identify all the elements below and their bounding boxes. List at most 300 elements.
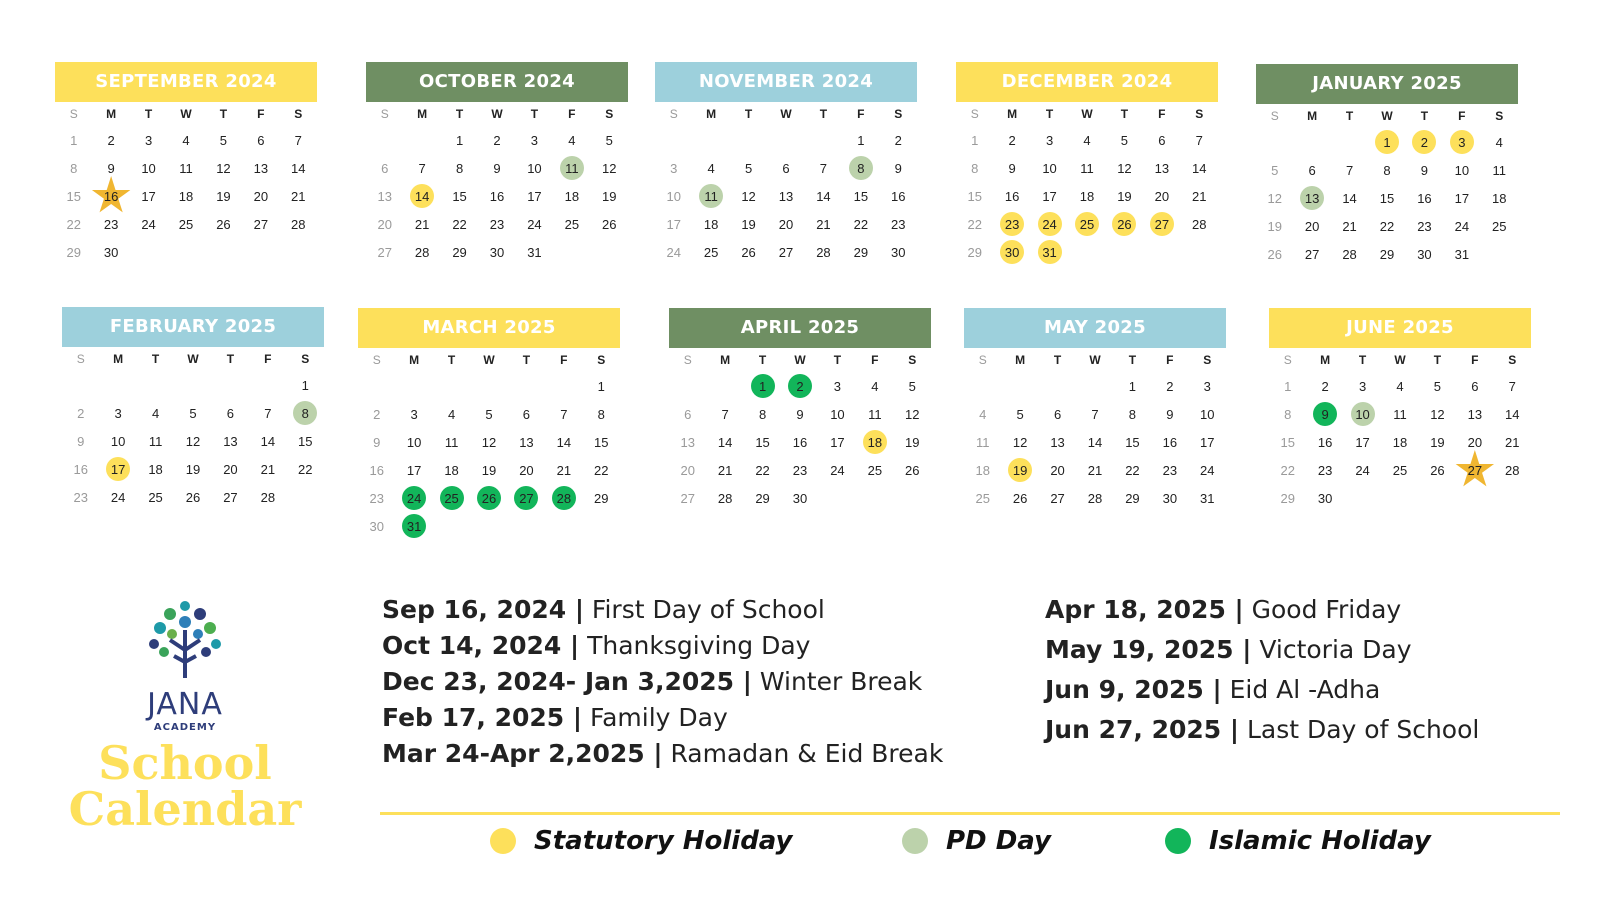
day-number: 14: [291, 160, 306, 176]
weekday-label: M: [409, 353, 420, 367]
day-number: 7: [1195, 132, 1203, 148]
weekday-label: T: [522, 353, 531, 367]
day-number: 23: [1417, 218, 1432, 234]
day-cell: [583, 428, 620, 456]
day-number: 2: [1008, 132, 1016, 148]
day-number: 5: [1120, 132, 1129, 148]
day-number: 28: [414, 244, 430, 260]
day-cell: [993, 126, 1030, 154]
day-number: 15: [452, 188, 467, 204]
month-header: FEBRUARY 2025: [62, 307, 324, 347]
day-number: 13: [1304, 190, 1320, 206]
day-number: 16: [1317, 434, 1333, 450]
day-cell: [1106, 182, 1143, 210]
legend-divider: [380, 812, 1560, 815]
day-number: 10: [141, 160, 156, 176]
day-number: 2: [1166, 378, 1174, 394]
day-number: 29: [66, 244, 81, 260]
day-cell: [781, 400, 818, 428]
day-number: 15: [298, 433, 313, 449]
day-number: 4: [447, 406, 456, 422]
day-cell: [174, 399, 211, 427]
event-date: Dec 23, 2024- Jan 3,2025 |: [382, 667, 752, 696]
day-cell: [767, 182, 804, 210]
day-cell: [99, 483, 136, 511]
day-number: 3: [144, 132, 153, 148]
day-number: 26: [602, 216, 617, 232]
weekday-label: W: [180, 107, 192, 121]
day-number: 30: [1317, 490, 1333, 506]
weekday-label: S: [978, 353, 987, 367]
title-line-2: Calendar: [68, 782, 302, 836]
day-number: 3: [1458, 134, 1466, 150]
weekday-label: S: [294, 107, 303, 121]
day-number: 10: [1454, 162, 1470, 178]
day-number: 22: [967, 216, 982, 232]
day-number: 22: [594, 462, 609, 478]
day-number: 20: [1154, 188, 1170, 204]
day-number: 22: [1280, 462, 1295, 478]
day-number: 30: [369, 518, 384, 534]
day-cell: [62, 399, 99, 427]
day-cell: [1381, 456, 1418, 484]
day-cell: [395, 428, 432, 456]
day-cell: [516, 238, 553, 266]
day-cell: [692, 182, 729, 210]
day-number: 6: [1158, 132, 1166, 148]
day-cell: [730, 238, 767, 266]
month-grid: [358, 348, 620, 540]
day-number: 19: [1117, 188, 1132, 204]
month-calendar: [55, 62, 317, 266]
day-cell: [591, 182, 628, 210]
day-number: 19: [481, 462, 497, 478]
day-number: 13: [1467, 406, 1483, 422]
day-number: 6: [522, 406, 531, 422]
month-header: MAY 2025: [964, 308, 1226, 348]
day-cell: [205, 154, 242, 182]
day-cell: [744, 456, 781, 484]
day-cell: [1481, 156, 1518, 184]
academy-logo: [130, 600, 240, 733]
day-number: 26: [481, 490, 497, 506]
legend-label: Islamic Holiday: [1209, 826, 1431, 856]
event-item: [1045, 710, 1479, 750]
day-cell: [1031, 126, 1068, 154]
day-cell: [1406, 184, 1443, 212]
day-cell: [1406, 212, 1443, 240]
day-cell: [92, 238, 129, 266]
day-number: 21: [816, 216, 831, 232]
day-cell: [819, 372, 856, 400]
day-number: 7: [294, 132, 302, 148]
day-cell: [242, 210, 279, 238]
day-cell: [1443, 184, 1480, 212]
day-cell: [242, 182, 279, 210]
weekday-label: F: [1158, 107, 1166, 121]
logo-name: JANA: [147, 687, 223, 722]
day-cell: [993, 210, 1030, 238]
day-number: 27: [680, 490, 695, 506]
day-cell: [395, 512, 432, 540]
day-number: 2: [77, 405, 85, 421]
day-number: 31: [1454, 246, 1470, 262]
day-number: 25: [1492, 218, 1507, 234]
day-cell: [99, 455, 136, 483]
day-cell: [1443, 212, 1480, 240]
day-cell: [730, 154, 767, 182]
day-cell: [1368, 128, 1405, 156]
day-number: 10: [527, 160, 542, 176]
day-cell: [591, 210, 628, 238]
day-cell: [280, 126, 317, 154]
day-number: 28: [1342, 246, 1357, 262]
day-cell: [1189, 400, 1226, 428]
day-cell: [805, 154, 842, 182]
day-number: 12: [741, 188, 756, 204]
day-number: 13: [253, 160, 269, 176]
day-cell: [1076, 400, 1113, 428]
day-cell: [730, 210, 767, 238]
day-number: 23: [103, 216, 119, 232]
event-label: First Day of School: [591, 595, 825, 624]
weekday-label: W: [1394, 353, 1406, 367]
month-calendar: [1269, 308, 1531, 512]
day-cell: [669, 428, 706, 456]
day-number: 7: [1345, 162, 1354, 178]
day-number: 24: [1454, 218, 1470, 234]
weekday-label: T: [226, 352, 235, 366]
day-cell: [167, 126, 204, 154]
day-cell: [1269, 400, 1306, 428]
weekday-label: W: [187, 352, 199, 366]
day-cell: [706, 428, 743, 456]
weekday-label: F: [257, 107, 265, 121]
day-number: 9: [373, 434, 381, 450]
day-cell: [894, 400, 931, 428]
day-cell: [249, 399, 286, 427]
event-item: [382, 628, 943, 664]
weekday-label: S: [1195, 107, 1204, 121]
day-cell: [781, 456, 818, 484]
day-cell: [1068, 210, 1105, 238]
weekday-label: F: [1166, 353, 1174, 367]
day-cell: [1406, 240, 1443, 268]
day-number: 2: [1420, 134, 1429, 150]
month-calendar: [655, 62, 917, 266]
day-cell: [706, 456, 743, 484]
day-number: 27: [1304, 246, 1320, 262]
day-number: 26: [185, 489, 201, 505]
day-number: 10: [110, 433, 126, 449]
day-number: 5: [1016, 406, 1024, 422]
day-number: 22: [1125, 462, 1140, 478]
day-cell: [1293, 212, 1330, 240]
day-number: 9: [1321, 406, 1329, 422]
day-cell: [781, 372, 818, 400]
day-cell: [287, 455, 324, 483]
day-number: 6: [1471, 378, 1479, 394]
month-header: DECEMBER 2024: [956, 62, 1218, 102]
day-number: 15: [755, 434, 770, 450]
day-cell: [1114, 456, 1151, 484]
day-cell: [1031, 238, 1068, 266]
day-number: 30: [103, 244, 119, 260]
day-number: 29: [1125, 490, 1140, 506]
day-cell: [956, 210, 993, 238]
day-cell: [964, 484, 1001, 512]
day-number: 4: [979, 406, 987, 422]
day-cell: [1481, 128, 1518, 156]
day-cell: [1181, 210, 1218, 238]
day-cell: [842, 154, 879, 182]
event-item: [382, 592, 943, 628]
day-cell: [174, 455, 211, 483]
day-number: 28: [717, 490, 733, 506]
day-number: 6: [782, 160, 790, 176]
day-cell: [1181, 154, 1218, 182]
day-number: 11: [868, 406, 882, 422]
day-cell: [1443, 240, 1480, 268]
day-cell: [433, 428, 470, 456]
day-number: 12: [216, 160, 231, 176]
day-cell: [395, 456, 432, 484]
event-label: Family Day: [589, 703, 728, 732]
day-number: 3: [833, 378, 842, 394]
day-number: 17: [406, 462, 422, 478]
day-cell: [964, 456, 1001, 484]
day-cell: [956, 238, 993, 266]
day-cell: [366, 182, 403, 210]
day-cell: [880, 238, 917, 266]
day-cell: [137, 399, 174, 427]
day-number: 17: [141, 188, 156, 204]
day-number: 8: [301, 405, 309, 421]
day-number: 9: [1008, 160, 1016, 176]
day-number: 19: [216, 188, 231, 204]
day-cell: [1151, 400, 1188, 428]
day-number: 11: [565, 160, 579, 176]
day-cell: [516, 126, 553, 154]
weekday-label: T: [530, 107, 539, 121]
day-cell: [441, 126, 478, 154]
day-cell: [1039, 400, 1076, 428]
day-number: 21: [1192, 188, 1207, 204]
day-number: 20: [377, 216, 392, 232]
day-number: 13: [1050, 434, 1065, 450]
day-number: 10: [1355, 406, 1370, 422]
event-label: Good Friday: [1251, 595, 1402, 624]
day-number: 16: [1417, 190, 1432, 206]
day-number: 10: [1200, 406, 1215, 422]
day-number: 17: [830, 434, 845, 450]
day-number: 4: [151, 405, 160, 421]
day-cell: [1494, 456, 1531, 484]
day-cell: [805, 238, 842, 266]
day-number: 2: [373, 406, 381, 422]
day-cell: [1368, 240, 1405, 268]
day-number: 14: [1342, 190, 1357, 206]
day-cell: [205, 210, 242, 238]
day-cell: [553, 182, 590, 210]
day-cell: [478, 154, 515, 182]
weekday-label: F: [264, 352, 272, 366]
day-number: 1: [70, 132, 78, 148]
day-cell: [1494, 428, 1531, 456]
day-cell: [819, 400, 856, 428]
day-cell: [167, 182, 204, 210]
day-cell: [1256, 240, 1293, 268]
day-cell: [1368, 184, 1405, 212]
day-number: 2: [107, 132, 115, 148]
weekday-label: T: [1128, 353, 1137, 367]
month-grid: [655, 102, 917, 266]
day-number: 23: [1162, 462, 1178, 478]
day-number: 1: [857, 132, 865, 148]
day-cell: [287, 371, 324, 399]
day-number: 4: [1495, 134, 1503, 150]
day-cell: [1031, 210, 1068, 238]
day-cell: [1269, 428, 1306, 456]
day-cell: [583, 400, 620, 428]
day-cell: [508, 484, 545, 512]
legend-item-islamic: [1165, 826, 1431, 856]
day-number: 27: [519, 490, 534, 506]
day-cell: [767, 154, 804, 182]
day-number: 24: [406, 490, 422, 506]
event-label: Winter Break: [759, 667, 923, 696]
day-number: 4: [871, 378, 879, 394]
day-cell: [55, 154, 92, 182]
day-cell: [1306, 400, 1343, 428]
day-cell: [1368, 212, 1405, 240]
event-item: [382, 700, 943, 736]
day-cell: [1181, 126, 1218, 154]
day-cell: [508, 400, 545, 428]
day-number: 17: [1042, 188, 1057, 204]
day-number: 24: [1200, 462, 1215, 478]
day-cell: [287, 399, 324, 427]
day-number: 8: [971, 160, 979, 176]
weekday-label: T: [144, 107, 153, 121]
day-cell: [130, 154, 167, 182]
day-cell: [516, 210, 553, 238]
day-number: 1: [455, 132, 464, 148]
day-number: 7: [819, 160, 828, 176]
day-cell: [92, 126, 129, 154]
day-cell: [130, 210, 167, 238]
day-cell: [842, 238, 879, 266]
day-cell: [1419, 372, 1456, 400]
day-cell: [1456, 400, 1493, 428]
day-cell: [1344, 400, 1381, 428]
day-number: 29: [1379, 246, 1395, 262]
day-cell: [99, 427, 136, 455]
day-cell: [205, 182, 242, 210]
day-number: 30: [891, 244, 906, 260]
day-cell: [880, 154, 917, 182]
day-number: 16: [73, 461, 88, 477]
day-number: 8: [597, 406, 605, 422]
day-number: 17: [1454, 190, 1470, 206]
day-cell: [706, 400, 743, 428]
day-number: 18: [444, 462, 459, 478]
day-cell: [1189, 372, 1226, 400]
day-number: 24: [141, 216, 156, 232]
month-calendar: [669, 308, 931, 512]
weekday-label: M: [720, 353, 731, 367]
event-label: Thanksgiving Day: [587, 631, 811, 660]
event-label: Ramadan & Eid Break: [670, 739, 944, 768]
weekday-label: S: [69, 107, 78, 121]
day-number: 8: [1284, 406, 1292, 422]
day-cell: [894, 456, 931, 484]
weekday-label: S: [380, 107, 389, 121]
day-cell: [655, 154, 692, 182]
day-cell: [856, 400, 893, 428]
day-number: 27: [377, 244, 392, 260]
day-cell: [1293, 156, 1330, 184]
day-cell: [819, 456, 856, 484]
day-cell: [1001, 484, 1038, 512]
weekday-label: F: [560, 353, 568, 367]
day-cell: [1076, 456, 1113, 484]
weekday-label: F: [857, 107, 865, 121]
day-cell: [358, 512, 395, 540]
day-cell: [553, 154, 590, 182]
day-number: 19: [185, 461, 201, 477]
day-cell: [62, 455, 99, 483]
day-number: 6: [1053, 406, 1062, 422]
day-number: 23: [489, 216, 505, 232]
day-number: 19: [1012, 462, 1028, 478]
day-cell: [583, 484, 620, 512]
weekday-label: T: [219, 107, 228, 121]
day-cell: [1456, 372, 1493, 400]
day-number: 12: [481, 434, 497, 450]
day-number: 8: [1383, 162, 1391, 178]
islamic-dot-icon: [1165, 828, 1191, 854]
day-cell: [441, 182, 478, 210]
day-cell: [894, 372, 931, 400]
day-cell: [880, 210, 917, 238]
day-cell: [403, 210, 440, 238]
day-number: 19: [1267, 218, 1282, 234]
day-number: 8: [758, 406, 767, 422]
day-cell: [478, 210, 515, 238]
day-number: 29: [853, 244, 869, 260]
day-number: 26: [1267, 246, 1282, 262]
day-cell: [1344, 456, 1381, 484]
day-cell: [1189, 456, 1226, 484]
day-cell: [470, 456, 507, 484]
page-title: [60, 736, 310, 836]
day-number: 25: [178, 216, 194, 232]
legend-item-statutory: [490, 826, 793, 856]
weekday-label: S: [372, 353, 381, 367]
day-number: 30: [1004, 244, 1020, 260]
day-number: 6: [381, 160, 389, 176]
day-number: 21: [1342, 218, 1357, 234]
day-cell: [1256, 184, 1293, 212]
day-number: 15: [1379, 190, 1395, 206]
day-number: 14: [717, 434, 733, 450]
day-cell: [1443, 156, 1480, 184]
weekday-label: W: [483, 353, 495, 367]
weekday-label: T: [455, 107, 464, 121]
month-header: JUNE 2025: [1269, 308, 1531, 348]
weekday-label: F: [1458, 109, 1466, 123]
